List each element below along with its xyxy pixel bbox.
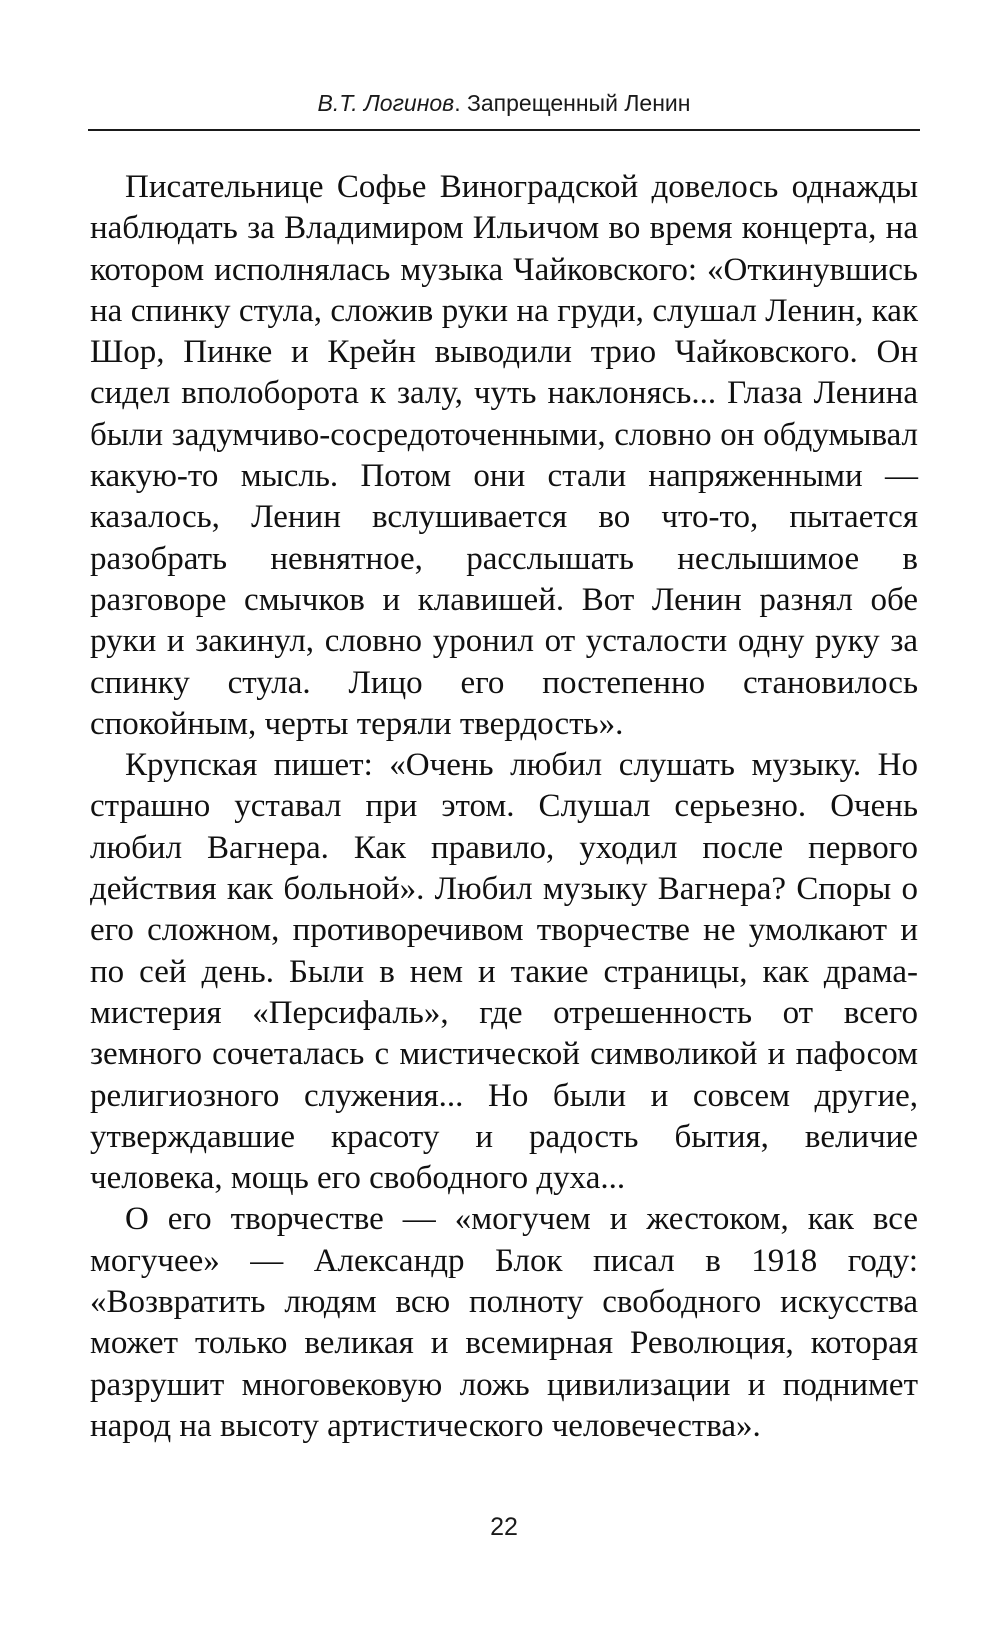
paragraph: Писательнице Софье Виноградской довелось однажды наблюдать за Владимиром Ильичом во время концерта, на котором исполнялась музыка Чайковского: «Откинувшись на спинку стула, сложив руки на груди, слушал Ленин, как Шор, Пинке и Крейн выводили трио Чайковского. Он сидел вполоборота к залу, чуть наклонясь... Глаза Ленина были задумчиво-сосредоточенными, словно он обдумывал какую-то мысль. Потом они стали напряженными — казалось, Ленин вслушивается во что-то, пытается разобрать невнятное, расслышать неслышимое в разговоре смычков и клавишей. Вот Ленин разнял обе руки и закинул, словно уронил от усталости одну руку за спинку стула. Лицо его постепенно становилось спокойным, черты теряли твердость». [90, 169, 918, 742]
page-number: 22 [490, 1513, 518, 1541]
header-rule [88, 129, 920, 131]
body-text [90, 167, 918, 1447]
header-book-title: Запрещенный Ленин [466, 90, 691, 116]
header-separator: . [454, 90, 467, 116]
paragraph: Крупская пишет: «Очень любил слушать музыку. Но страшно уставал при этом. Слушал серьезно. Очень любил Вагнера. Как правило, уходил после первого действия как больной». Любил музыку Вагнера? Споры о его сложном, противоречивом творчестве не умолкают и по сей день. Были в нем и такие страницы, как драма-мистерия «Персифаль», где отрешенность от всего земного сочеталась с мистической символикой и пафосом религиозного служения... Но были и совсем другие, утверждавшие красоту и радость бытия, величие человека, мощь его свободного духа... [90, 747, 918, 1197]
header-author: В.Т. Логинов [317, 90, 455, 116]
paragraph: О его творчестве — «могучем и жестоком, как все могучее» — Александр Блок писал в 1918 году: «Возвратить людям всю полноту свободного искусства может только великая и всемирная Революция, которая разрушит многовековую ложь цивилизации и поднимет народ на высоту артистического человечества». [90, 1201, 918, 1444]
running-header [88, 88, 920, 118]
